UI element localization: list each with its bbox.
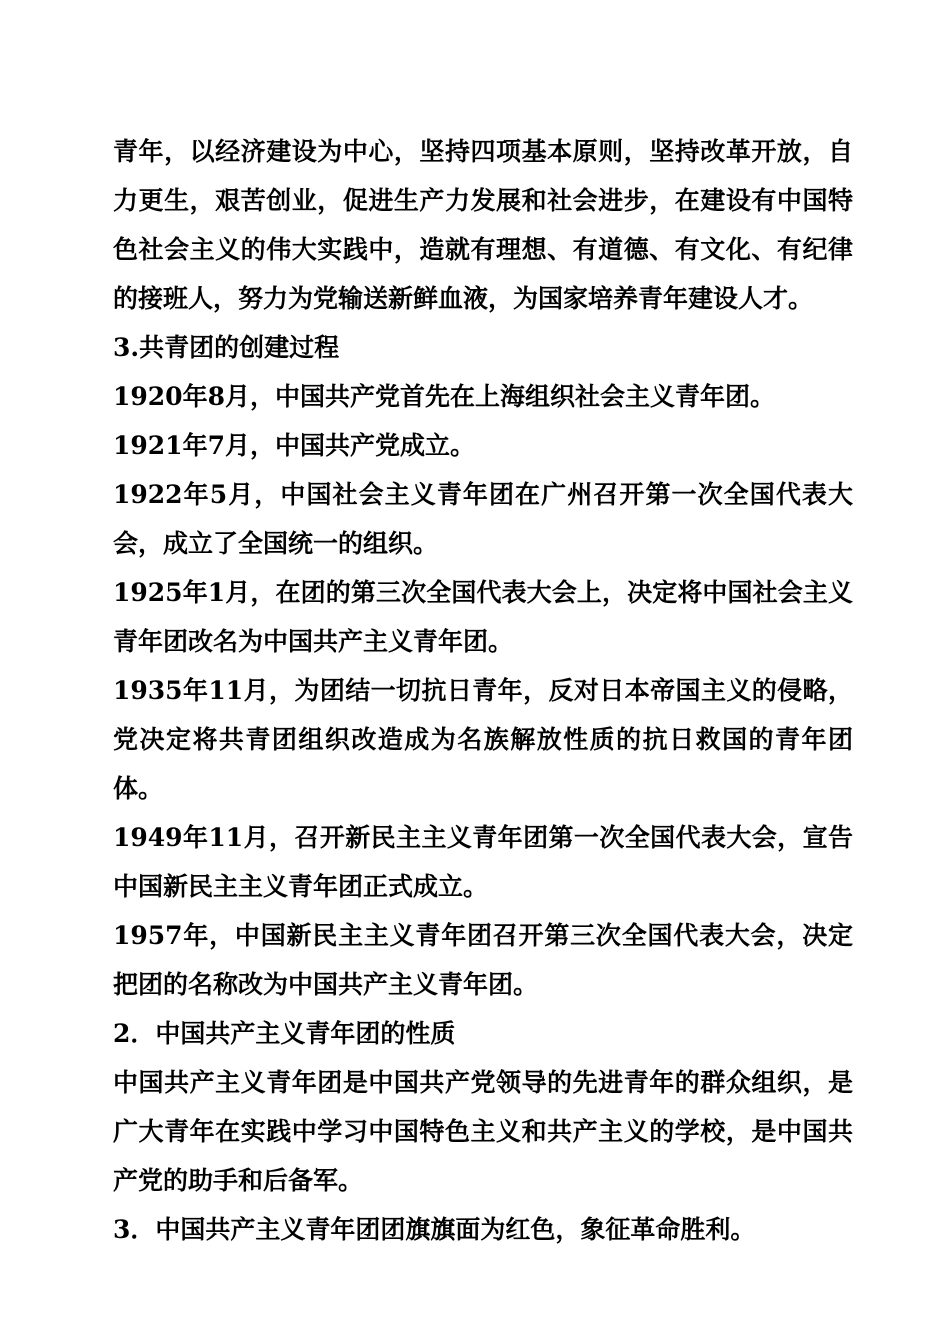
heading-founding-process: 3.共青团的创建过程 [113,333,340,362]
paragraph-1957: 1957年，中国新民主主义青年团召开第三次全国代表大会，决定把团的名称改为中国共产主义青年团。 [113,921,853,999]
paragraph-1921: 1921年7月，中国共产党成立。 [113,431,475,460]
paragraph-1935: 1935年11月，为团结一切抗日青年，反对日本帝国主义的侵略，党决定将共青团组织改造成为名族解放性质的抗日救国的青年团体。 [113,676,853,803]
paragraph-league-task: 青年，以经济建设为中心，坚持四项基本原则，坚持改革开放，自力更生，艰苦创业，促进生产力发展和社会进步，在建设有中国特色社会主义的伟大实践中，造就有理想、有道德、有文化、有纪律的接班人，努力为党输送新鲜血液，为国家培养青年建设人才。 [113,137,853,313]
heading-league-nature: 2．中国共产主义青年团的性质 [113,1019,456,1048]
paragraph-1920: 1920年8月，中国共产党首先在上海组织社会主义青年团。 [113,382,775,411]
paragraph-league-flag: 3．中国共产主义青年团团旗旗面为红色，象征革命胜利。 [113,1215,756,1244]
document-body [113,127,853,1254]
paragraph-1949: 1949年11月，召开新民主主义青年团第一次全国代表大会，宣告中国新民主主义青年团正式成立。 [113,823,853,901]
paragraph-1922: 1922年5月，中国社会主义青年团在广州召开第一次全国代表大会，成立了全国统一的组织。 [113,480,853,558]
paragraph-league-nature: 中国共产主义青年团是中国共产党领导的先进青年的群众组织，是广大青年在实践中学习中国特色主义和共产主义的学校，是中国共产党的助手和后备军。 [113,1068,853,1195]
paragraph-1925: 1925年1月，在团的第三次全国代表大会上，决定将中国社会主义青年团改名为中国共产主义青年团。 [113,578,853,656]
